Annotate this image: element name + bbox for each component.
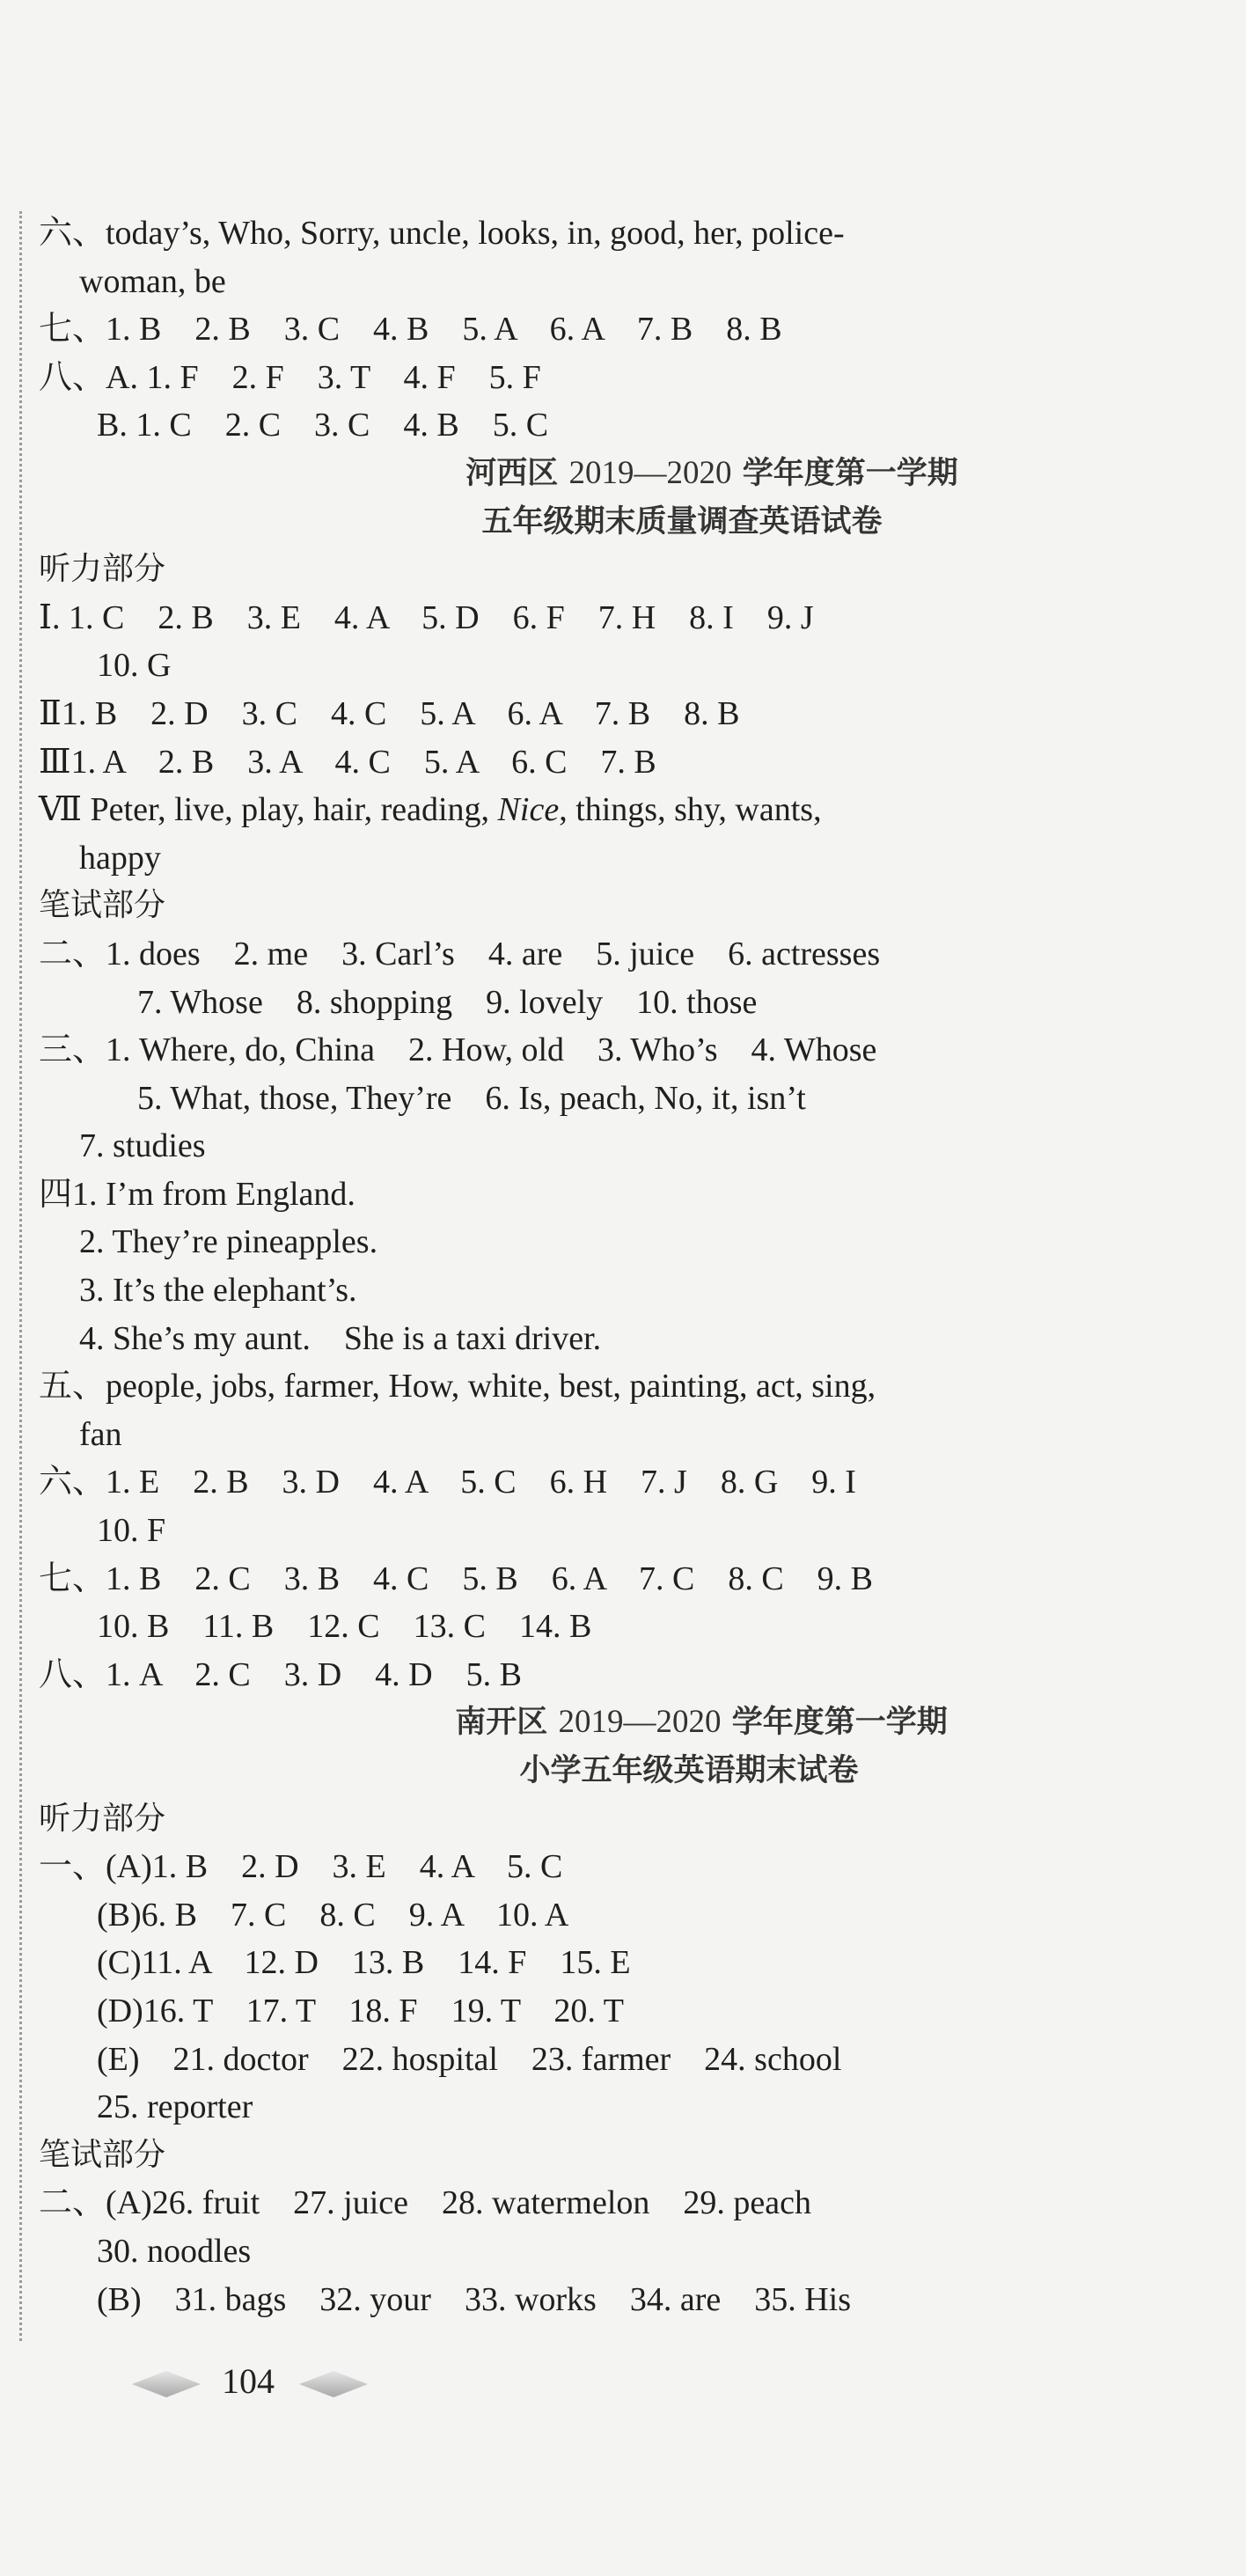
answer-line: Ⅲ1. A 2. B 3. A 4. C 5. A 6. C 7. B [39, 743, 656, 781]
answer-line: 二、1. does 2. me 3. Carl’s 4. are 5. juice 6. actresses [39, 935, 881, 972]
answer-line: 2. They’re pineapples. [79, 1223, 378, 1261]
exam-title: 小学五年级英语期末试卷 [519, 1753, 859, 1788]
district-name: 南开区 [455, 1705, 548, 1741]
answer-line: (B) 31. bags 32. your 33. works 34. are 35. His [97, 2280, 852, 2318]
answer-line: (B)6. B 7. C 8. C 9. A 10. A [97, 1896, 569, 1934]
semester-label: 学年度第一学期 [731, 1705, 948, 1741]
answer-line: 七、1. B 2. B 3. C 4. B 5. A 6. A 7. B 8. B [39, 311, 782, 349]
binding-margin-line [19, 211, 22, 2341]
answer-line: 10. G [97, 647, 172, 685]
exam-header-hexi-district [39, 450, 1051, 498]
answer-line: 10. B 11. B 12. C 13. C 14. B [97, 1608, 592, 1646]
page-number: 104 [222, 2361, 275, 2401]
section-writing: 笔试部分 [39, 887, 166, 924]
answer-text: Ⅶ Peter, live, play, hair, reading, [39, 791, 498, 829]
answer-line: 七、1. B 2. C 3. B 4. C 5. B 6. A 7. C 8. C 9. B [39, 1560, 874, 1597]
answer-line [39, 786, 1051, 834]
answer-text-italic: Nice [497, 791, 560, 829]
answer-line: 25. reporter [97, 2088, 253, 2126]
answer-line: 二、(A)26. fruit 27. juice 28. watermelon 29. peach [39, 2184, 811, 2222]
answer-line: 三、1. Where, do, China 2. How, old 3. Who’s 4. Whose [39, 1031, 877, 1069]
answer-line: Ⅱ1. B 2. D 3. C 4. C 5. A 6. A 7. B 8. B [39, 694, 740, 732]
school-year: 2019—2020 [568, 454, 732, 491]
exam-header-nankai-district [39, 1699, 1051, 1747]
answer-line: 10. F [97, 1512, 166, 1550]
answer-line: 六、today’s, Who, Sorry, uncle, looks, in, good, her, police- [39, 215, 845, 252]
school-year: 2019—2020 [558, 1704, 722, 1741]
diamond-ornament-icon [299, 2371, 368, 2397]
answer-line: 7. studies [79, 1127, 206, 1165]
answer-line: 五、people, jobs, farmer, How, white, best, painting, act, sing, [39, 1368, 876, 1405]
answer-line: Ⅰ. 1. C 2. B 3. E 4. A 5. D 6. F 7. H 8. I 9. J [39, 598, 814, 636]
answer-line: 3. It’s the elephant’s. [79, 1272, 357, 1310]
section-listening: 听力部分 [39, 551, 166, 588]
diamond-ornament-icon [132, 2371, 201, 2397]
answer-line: 30. noodles [97, 2232, 252, 2270]
answer-line: 六、1. E 2. B 3. D 4. A 5. C 6. H 7. J 8. G 9. I [39, 1464, 856, 1501]
answer-line: 一、(A)1. B 2. D 3. E 4. A 5. C [39, 1848, 563, 1886]
answer-line: 7. Whose 8. shopping 9. lovely 10. those [137, 983, 758, 1021]
answer-line: 八、A. 1. F 2. F 3. T 4. F 5. F [39, 358, 541, 396]
section-listening: 听力部分 [39, 1800, 166, 1837]
answer-line: (C)11. A 12. D 13. B 14. F 15. E [97, 1944, 631, 1982]
district-name: 河西区 [465, 455, 559, 491]
answer-content [39, 209, 1051, 2323]
answer-line: woman, be [79, 262, 226, 300]
answer-line: B. 1. C 2. C 3. C 4. B 5. C [97, 407, 549, 444]
answer-text: , things, shy, wants, [559, 791, 822, 829]
section-writing: 笔试部分 [39, 2136, 166, 2173]
answer-line: happy [79, 839, 161, 877]
answer-line: 4. She’s my aunt. She is a taxi driver. [79, 1319, 602, 1357]
exam-title: 五年级期末质量调查英语试卷 [481, 503, 883, 539]
semester-label: 学年度第一学期 [742, 455, 958, 491]
answer-line: 四1. I’m from England. [39, 1175, 355, 1213]
answer-line: (D)16. T 17. T 18. F 19. T 20. T [97, 1992, 624, 2029]
page-footer [132, 2359, 378, 2411]
answer-line: 5. What, those, They’re 6. Is, peach, No, it, isn’t [137, 1079, 806, 1117]
answer-line: fan [79, 1415, 122, 1453]
answer-line: (E) 21. doctor 22. hospital 23. farmer 24. school [97, 2040, 842, 2078]
answer-line: 八、1. A 2. C 3. D 4. D 5. B [39, 1655, 522, 1693]
